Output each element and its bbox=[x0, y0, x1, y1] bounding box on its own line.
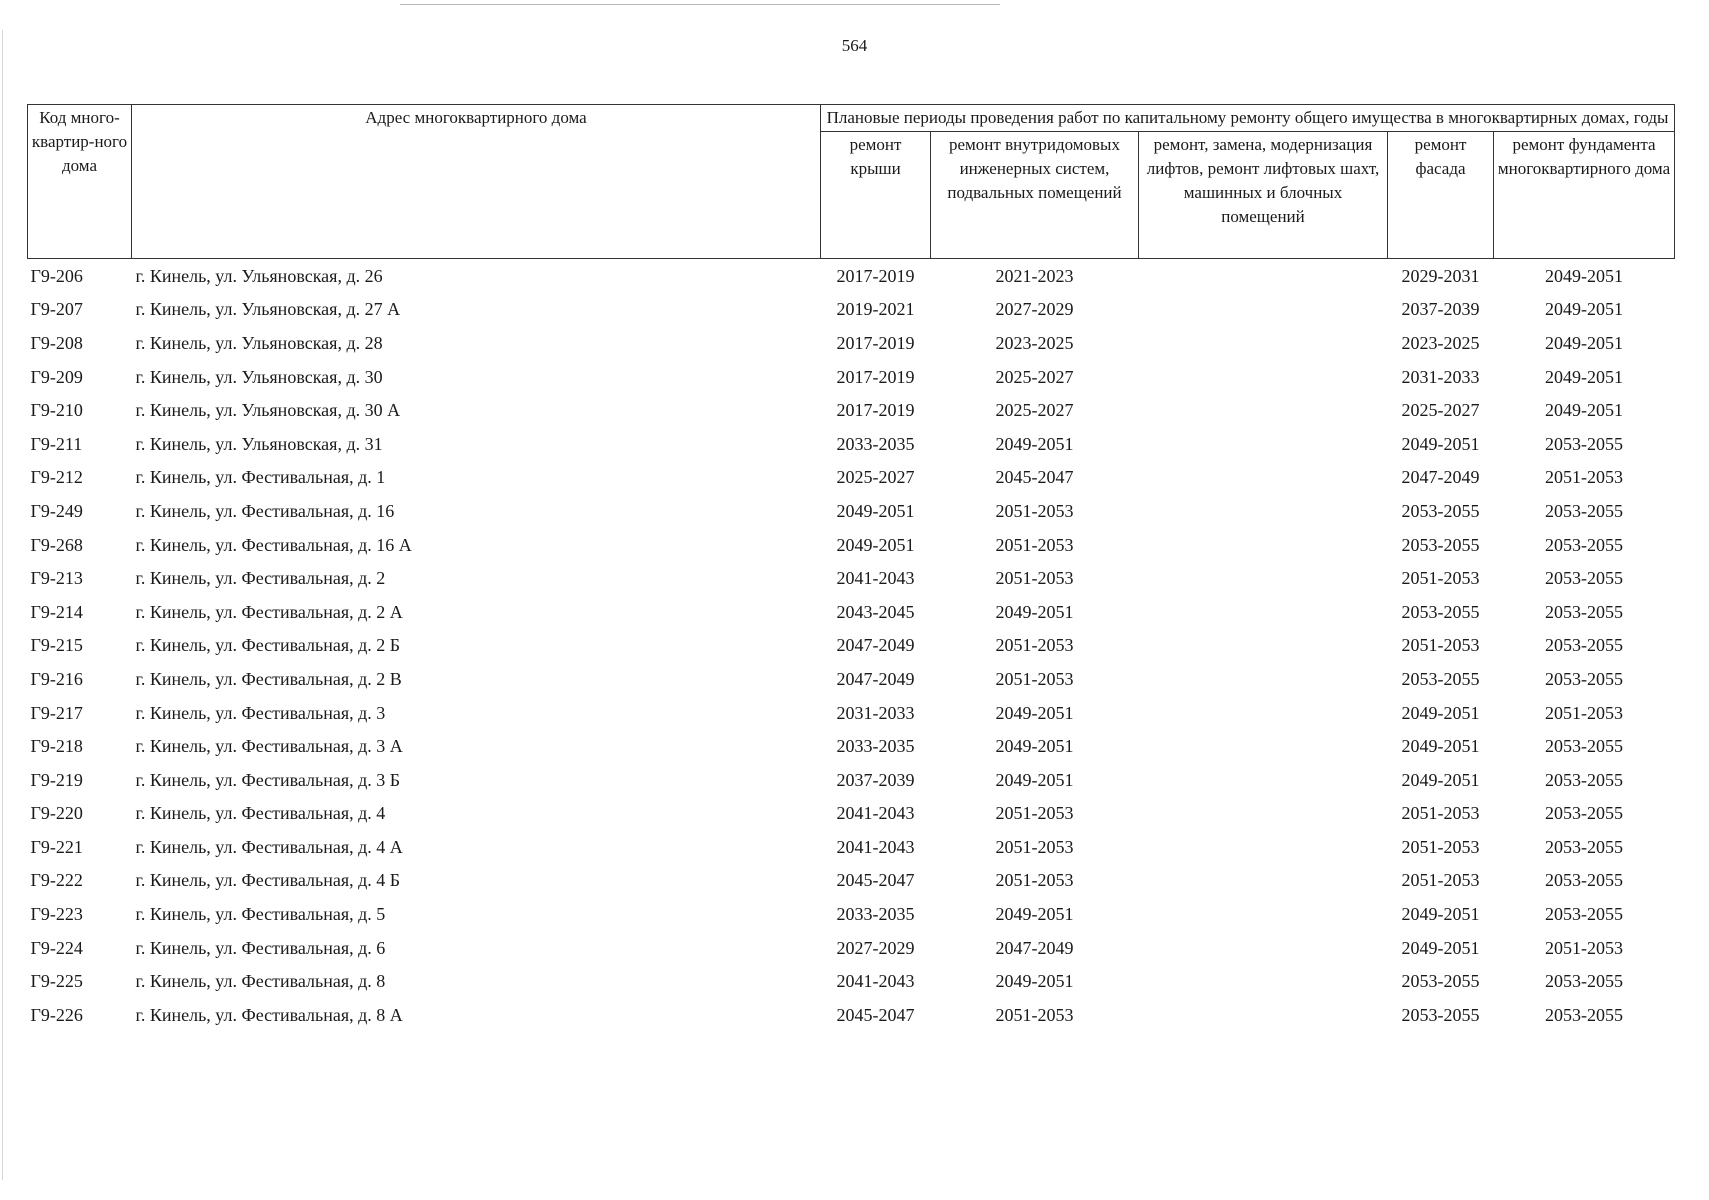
cell-code: Г9-223 bbox=[30, 904, 83, 925]
cell-code: Г9-214 bbox=[30, 601, 83, 622]
cell-engineering: 2051-2053 bbox=[995, 803, 1074, 824]
cell-engineering: 2023-2025 bbox=[995, 332, 1074, 353]
cell-facade: 2051-2053 bbox=[1401, 870, 1480, 891]
cell-facade: 2053-2055 bbox=[1401, 500, 1480, 521]
cell-elevators bbox=[1139, 830, 1388, 864]
cell-elevators bbox=[1139, 360, 1388, 394]
cell-elevators bbox=[1139, 897, 1388, 931]
header-periods: Плановые периоды проведения работ по капитальному ремонту общего имущества в многоквартирных домах, годы bbox=[821, 105, 1675, 132]
cell-elevators bbox=[1139, 494, 1388, 528]
cell-roof: 2033-2035 bbox=[836, 433, 915, 454]
cell-code: Г9-215 bbox=[30, 635, 83, 656]
header-facade: ремонт фасада bbox=[1388, 132, 1494, 259]
cell-elevators bbox=[1139, 259, 1388, 293]
cell-address: г. Кинель, ул. Фестивальная, д. 3 А bbox=[135, 736, 403, 757]
cell-roof: 2027-2029 bbox=[836, 937, 915, 958]
page-number: 564 bbox=[841, 36, 868, 55]
cell-roof: 2049-2051 bbox=[836, 534, 915, 555]
cell-engineering: 2049-2051 bbox=[995, 433, 1074, 454]
cell-roof: 2017-2019 bbox=[836, 265, 915, 286]
cell-code: Г9-209 bbox=[30, 366, 83, 387]
cell-foundation: 2053-2055 bbox=[1545, 534, 1624, 555]
cell-engineering: 2051-2053 bbox=[995, 836, 1074, 857]
table-row bbox=[28, 561, 1675, 595]
cell-code: Г9-225 bbox=[30, 971, 83, 992]
cell-roof: 2041-2043 bbox=[836, 836, 915, 857]
cell-facade: 2051-2053 bbox=[1401, 803, 1480, 824]
cell-facade: 2025-2027 bbox=[1401, 400, 1480, 421]
cell-foundation: 2053-2055 bbox=[1545, 803, 1624, 824]
header-engineering: ремонт внутридомовых инженерных систем, подвальных помещений bbox=[931, 132, 1139, 259]
cell-address: г. Кинель, ул. Ульяновская, д. 30 А bbox=[135, 400, 401, 421]
cell-engineering: 2051-2053 bbox=[995, 568, 1074, 589]
cell-roof: 2043-2045 bbox=[836, 601, 915, 622]
cell-facade: 2047-2049 bbox=[1401, 467, 1480, 488]
cell-address: г. Кинель, ул. Фестивальная, д. 8 bbox=[135, 971, 386, 992]
cell-foundation: 2053-2055 bbox=[1545, 500, 1624, 521]
cell-foundation: 2053-2055 bbox=[1545, 904, 1624, 925]
cell-elevators bbox=[1139, 561, 1388, 595]
scan-artifact-edge bbox=[2, 30, 3, 1180]
cell-engineering: 2025-2027 bbox=[995, 366, 1074, 387]
cell-elevators bbox=[1139, 662, 1388, 696]
cell-code: Г9-216 bbox=[30, 668, 83, 689]
cell-foundation: 2053-2055 bbox=[1545, 568, 1624, 589]
cell-facade: 2051-2053 bbox=[1401, 568, 1480, 589]
cell-facade: 2049-2051 bbox=[1401, 904, 1480, 925]
cell-engineering: 2051-2053 bbox=[995, 870, 1074, 891]
cell-foundation: 2053-2055 bbox=[1545, 870, 1624, 891]
table-row bbox=[28, 763, 1675, 797]
cell-facade: 2029-2031 bbox=[1401, 265, 1480, 286]
cell-facade: 2053-2055 bbox=[1401, 668, 1480, 689]
cell-roof: 2049-2051 bbox=[836, 500, 915, 521]
cell-roof: 2047-2049 bbox=[836, 635, 915, 656]
header-roof: ремонт крыши bbox=[821, 132, 931, 259]
cell-roof: 2017-2019 bbox=[836, 400, 915, 421]
cell-foundation: 2049-2051 bbox=[1545, 265, 1624, 286]
cell-facade: 2037-2039 bbox=[1401, 299, 1480, 320]
cell-elevators bbox=[1139, 864, 1388, 898]
cell-roof: 2019-2021 bbox=[836, 299, 915, 320]
cell-address: г. Кинель, ул. Фестивальная, д. 4 А bbox=[135, 836, 403, 857]
capital-repair-schedule-table bbox=[27, 104, 1675, 1032]
cell-foundation: 2053-2055 bbox=[1545, 668, 1624, 689]
cell-roof: 2047-2049 bbox=[836, 668, 915, 689]
cell-roof: 2037-2039 bbox=[836, 769, 915, 790]
cell-code: Г9-268 bbox=[30, 534, 83, 555]
cell-code: Г9-222 bbox=[30, 870, 83, 891]
table-row bbox=[28, 293, 1675, 327]
cell-facade: 2053-2055 bbox=[1401, 971, 1480, 992]
cell-facade: 2051-2053 bbox=[1401, 635, 1480, 656]
cell-address: г. Кинель, ул. Ульяновская, д. 31 bbox=[135, 433, 383, 454]
table-row bbox=[28, 494, 1675, 528]
cell-engineering: 2045-2047 bbox=[995, 467, 1074, 488]
cell-roof: 2041-2043 bbox=[836, 568, 915, 589]
cell-facade: 2049-2051 bbox=[1401, 433, 1480, 454]
cell-address: г. Кинель, ул. Фестивальная, д. 3 Б bbox=[135, 769, 401, 790]
cell-code: Г9-207 bbox=[30, 299, 83, 320]
cell-engineering: 2051-2053 bbox=[995, 1004, 1074, 1025]
cell-elevators bbox=[1139, 729, 1388, 763]
table-row bbox=[28, 629, 1675, 663]
cell-address: г. Кинель, ул. Фестивальная, д. 4 Б bbox=[135, 870, 401, 891]
cell-engineering: 2051-2053 bbox=[995, 534, 1074, 555]
table-row bbox=[28, 427, 1675, 461]
cell-elevators bbox=[1139, 461, 1388, 495]
cell-facade: 2053-2055 bbox=[1401, 601, 1480, 622]
cell-elevators bbox=[1139, 629, 1388, 663]
cell-address: г. Кинель, ул. Ульяновская, д. 30 bbox=[135, 366, 383, 387]
cell-roof: 2025-2027 bbox=[836, 467, 915, 488]
cell-engineering: 2049-2051 bbox=[995, 904, 1074, 925]
cell-address: г. Кинель, ул. Фестивальная, д. 4 bbox=[135, 803, 386, 824]
cell-facade: 2049-2051 bbox=[1401, 736, 1480, 757]
cell-foundation: 2053-2055 bbox=[1545, 971, 1624, 992]
cell-code: Г9-208 bbox=[30, 332, 83, 353]
cell-address: г. Кинель, ул. Фестивальная, д. 16 bbox=[135, 500, 395, 521]
cell-elevators bbox=[1139, 696, 1388, 730]
cell-elevators bbox=[1139, 293, 1388, 327]
cell-engineering: 2049-2051 bbox=[995, 736, 1074, 757]
table-row bbox=[28, 797, 1675, 831]
cell-code: Г9-221 bbox=[30, 836, 83, 857]
cell-foundation: 2049-2051 bbox=[1545, 332, 1624, 353]
cell-foundation: 2049-2051 bbox=[1545, 299, 1624, 320]
cell-engineering: 2051-2053 bbox=[995, 668, 1074, 689]
cell-elevators bbox=[1139, 998, 1388, 1032]
cell-roof: 2041-2043 bbox=[836, 971, 915, 992]
cell-foundation: 2051-2053 bbox=[1545, 702, 1624, 723]
cell-facade: 2031-2033 bbox=[1401, 366, 1480, 387]
table-row bbox=[28, 662, 1675, 696]
cell-address: г. Кинель, ул. Фестивальная, д. 5 bbox=[135, 904, 386, 925]
header-address: Адрес многоквартирного дома bbox=[132, 105, 821, 259]
cell-roof: 2041-2043 bbox=[836, 803, 915, 824]
cell-facade: 2051-2053 bbox=[1401, 836, 1480, 857]
cell-code: Г9-249 bbox=[30, 500, 83, 521]
cell-code: Г9-206 bbox=[30, 265, 83, 286]
cell-address: г. Кинель, ул. Фестивальная, д. 2 А bbox=[135, 601, 403, 622]
cell-engineering: 2051-2053 bbox=[995, 500, 1074, 521]
header-elevators: ремонт, замена, модернизация лифтов, ремонт лифтовых шахт, машинных и блочных помещений bbox=[1139, 132, 1388, 259]
cell-address: г. Кинель, ул. Фестивальная, д. 2 Б bbox=[135, 635, 401, 656]
cell-elevators bbox=[1139, 528, 1388, 562]
table-row bbox=[28, 259, 1675, 293]
cell-engineering: 2049-2051 bbox=[995, 769, 1074, 790]
table-row bbox=[28, 595, 1675, 629]
cell-elevators bbox=[1139, 326, 1388, 360]
table-row bbox=[28, 528, 1675, 562]
cell-roof: 2045-2047 bbox=[836, 1004, 915, 1025]
cell-foundation: 2049-2051 bbox=[1545, 366, 1624, 387]
cell-address: г. Кинель, ул. Фестивальная, д. 6 bbox=[135, 937, 386, 958]
cell-foundation: 2051-2053 bbox=[1545, 937, 1624, 958]
cell-code: Г9-224 bbox=[30, 937, 83, 958]
cell-facade: 2053-2055 bbox=[1401, 534, 1480, 555]
cell-code: Г9-220 bbox=[30, 803, 83, 824]
cell-code: Г9-219 bbox=[30, 769, 83, 790]
cell-code: Г9-210 bbox=[30, 400, 83, 421]
cell-facade: 2049-2051 bbox=[1401, 702, 1480, 723]
cell-engineering: 2021-2023 bbox=[995, 265, 1074, 286]
cell-elevators bbox=[1139, 964, 1388, 998]
cell-elevators bbox=[1139, 427, 1388, 461]
cell-foundation: 2053-2055 bbox=[1545, 601, 1624, 622]
cell-foundation: 2053-2055 bbox=[1545, 433, 1624, 454]
cell-engineering: 2049-2051 bbox=[995, 702, 1074, 723]
scan-artifact-line bbox=[400, 4, 1000, 5]
cell-facade: 2023-2025 bbox=[1401, 332, 1480, 353]
cell-foundation: 2051-2053 bbox=[1545, 467, 1624, 488]
cell-engineering: 2027-2029 bbox=[995, 299, 1074, 320]
table-body bbox=[28, 259, 1675, 1032]
table-row bbox=[28, 360, 1675, 394]
cell-foundation: 2053-2055 bbox=[1545, 769, 1624, 790]
header-code: Код много-квартир-ного дома bbox=[28, 105, 132, 259]
cell-address: г. Кинель, ул. Фестивальная, д. 2 В bbox=[135, 668, 402, 689]
cell-code: Г9-218 bbox=[30, 736, 83, 757]
table-row bbox=[28, 326, 1675, 360]
cell-engineering: 2025-2027 bbox=[995, 400, 1074, 421]
cell-foundation: 2053-2055 bbox=[1545, 635, 1624, 656]
cell-facade: 2049-2051 bbox=[1401, 937, 1480, 958]
cell-elevators bbox=[1139, 797, 1388, 831]
cell-foundation: 2053-2055 bbox=[1545, 836, 1624, 857]
table-header bbox=[28, 105, 1675, 259]
cell-roof: 2033-2035 bbox=[836, 736, 915, 757]
table-row bbox=[28, 461, 1675, 495]
cell-facade: 2053-2055 bbox=[1401, 1004, 1480, 1025]
cell-address: г. Кинель, ул. Ульяновская, д. 28 bbox=[135, 332, 383, 353]
cell-address: г. Кинель, ул. Ульяновская, д. 26 bbox=[135, 265, 383, 286]
cell-code: Г9-226 bbox=[30, 1004, 83, 1025]
cell-foundation: 2053-2055 bbox=[1545, 736, 1624, 757]
cell-engineering: 2051-2053 bbox=[995, 635, 1074, 656]
cell-roof: 2017-2019 bbox=[836, 332, 915, 353]
table-row bbox=[28, 998, 1675, 1032]
cell-code: Г9-217 bbox=[30, 702, 83, 723]
cell-roof: 2033-2035 bbox=[836, 904, 915, 925]
table-row bbox=[28, 696, 1675, 730]
header-foundation: ремонт фундамента многоквартирного дома bbox=[1494, 132, 1675, 259]
table-row bbox=[28, 393, 1675, 427]
table-row bbox=[28, 830, 1675, 864]
cell-address: г. Кинель, ул. Фестивальная, д. 8 А bbox=[135, 1004, 403, 1025]
cell-code: Г9-211 bbox=[30, 433, 83, 454]
cell-engineering: 2049-2051 bbox=[995, 601, 1074, 622]
cell-elevators bbox=[1139, 763, 1388, 797]
table-row bbox=[28, 729, 1675, 763]
table-row bbox=[28, 964, 1675, 998]
cell-elevators bbox=[1139, 595, 1388, 629]
cell-address: г. Кинель, ул. Фестивальная, д. 2 bbox=[135, 568, 386, 589]
cell-foundation: 2053-2055 bbox=[1545, 1004, 1624, 1025]
table-row bbox=[28, 864, 1675, 898]
header-row-top bbox=[28, 105, 1675, 132]
table-row bbox=[28, 897, 1675, 931]
cell-facade: 2049-2051 bbox=[1401, 769, 1480, 790]
cell-foundation: 2049-2051 bbox=[1545, 400, 1624, 421]
cell-address: г. Кинель, ул. Фестивальная, д. 1 bbox=[135, 467, 386, 488]
cell-address: г. Кинель, ул. Фестивальная, д. 3 bbox=[135, 702, 386, 723]
cell-engineering: 2049-2051 bbox=[995, 971, 1074, 992]
cell-roof: 2031-2033 bbox=[836, 702, 915, 723]
cell-code: Г9-213 bbox=[30, 568, 83, 589]
cell-code: Г9-212 bbox=[30, 467, 83, 488]
cell-address: г. Кинель, ул. Фестивальная, д. 16 А bbox=[135, 534, 412, 555]
cell-roof: 2045-2047 bbox=[836, 870, 915, 891]
cell-roof: 2017-2019 bbox=[836, 366, 915, 387]
table-row bbox=[28, 931, 1675, 965]
cell-address: г. Кинель, ул. Ульяновская, д. 27 А bbox=[135, 299, 401, 320]
cell-elevators bbox=[1139, 931, 1388, 965]
cell-engineering: 2047-2049 bbox=[995, 937, 1074, 958]
cell-elevators bbox=[1139, 393, 1388, 427]
